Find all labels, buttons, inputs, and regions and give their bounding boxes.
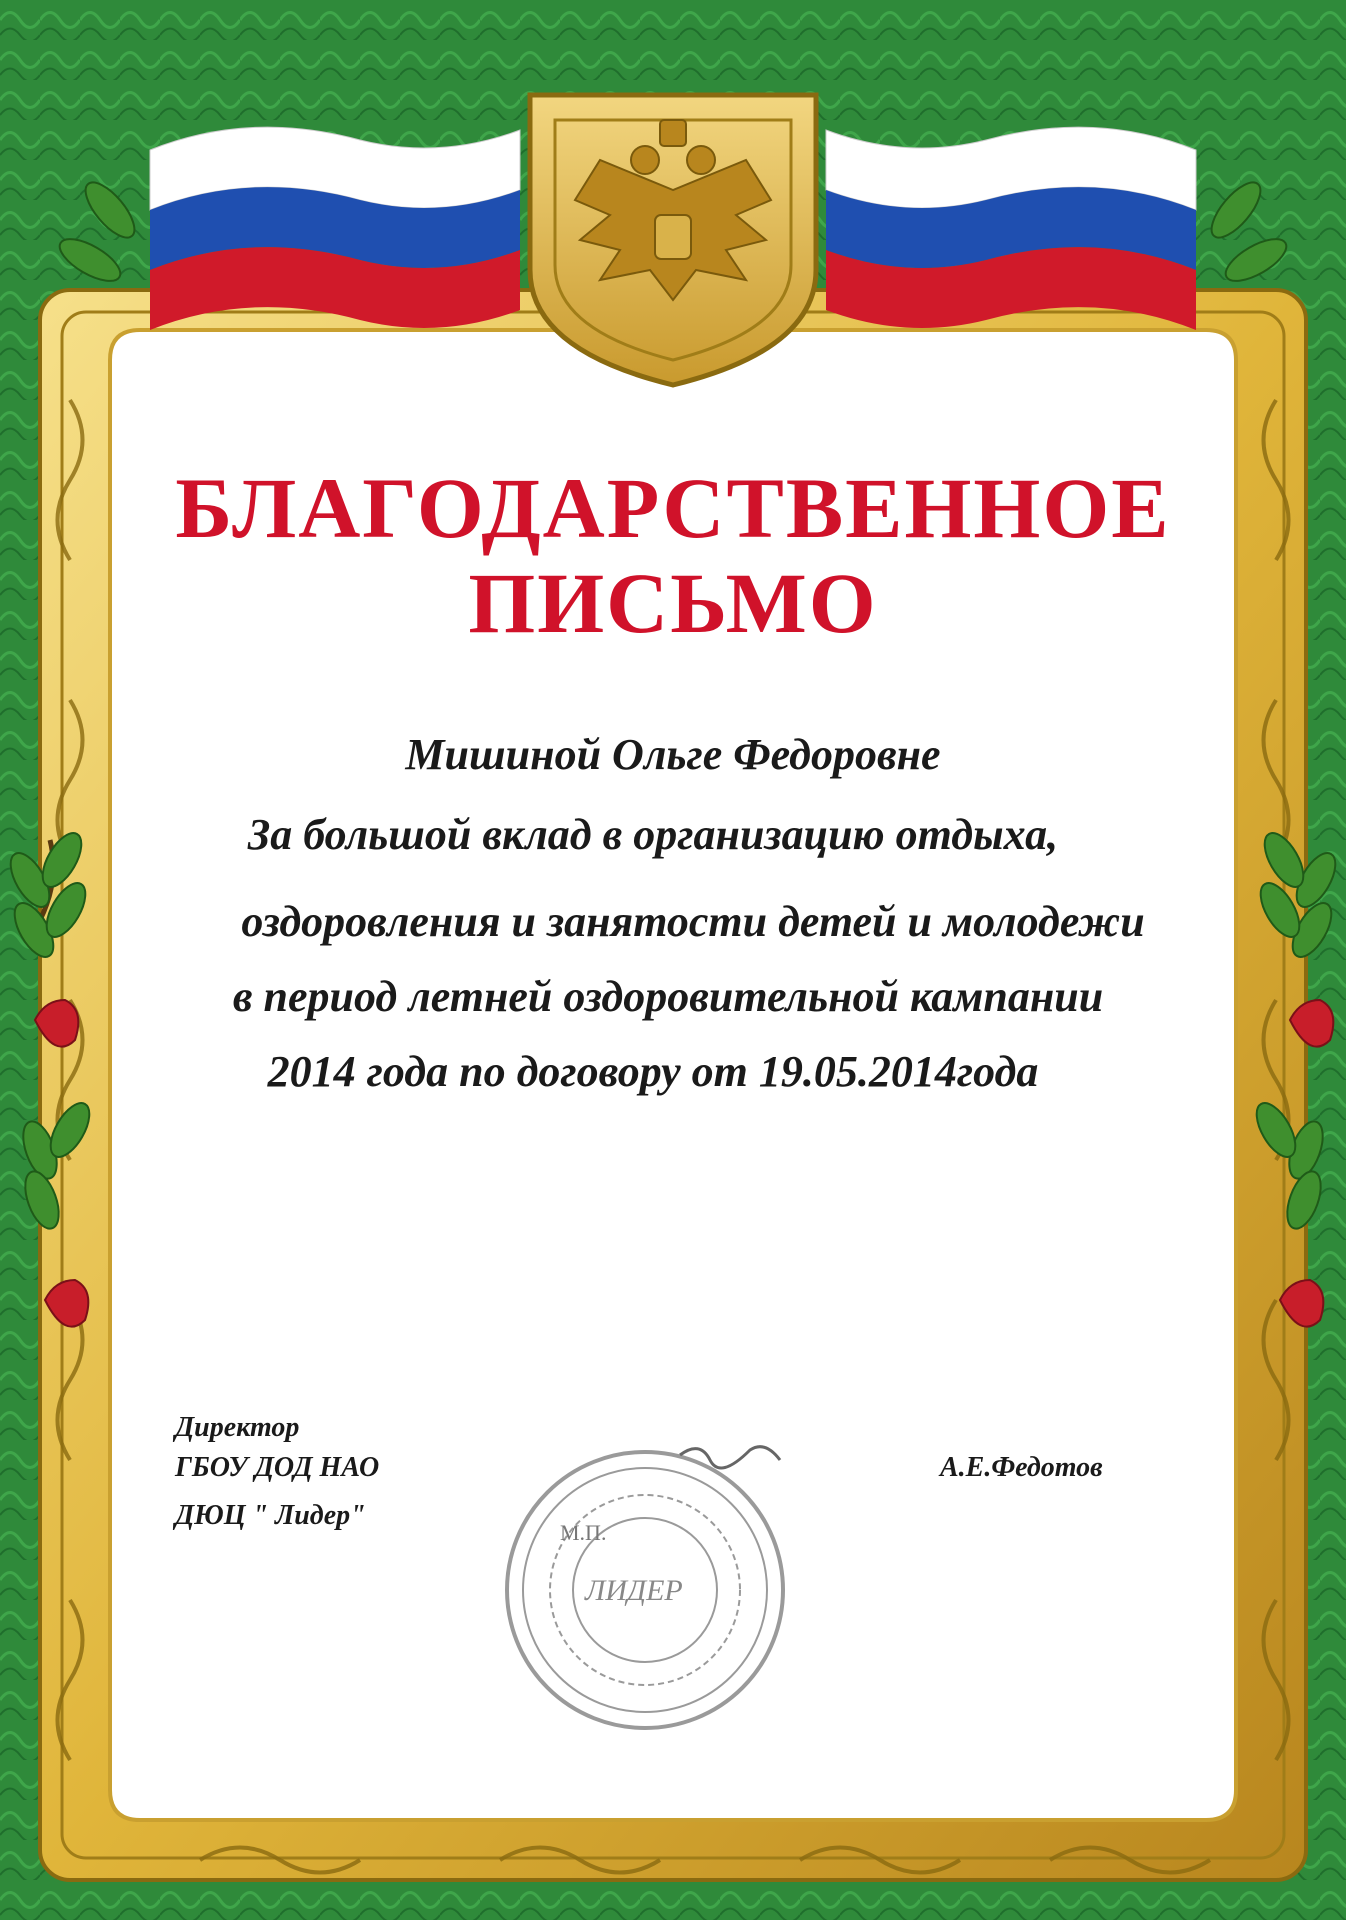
body-line-4: 2014 года по договору от 19.05.2014года xyxy=(267,1047,1039,1096)
body-line-1: За большой вклад в организацию отдыха, xyxy=(247,810,1059,859)
signer-position-line1: Директор xyxy=(175,1412,300,1443)
russian-flag-icon xyxy=(826,127,1196,330)
signer-position-line2: ГБОУ ДОД НАО xyxy=(175,1452,380,1483)
stamp-mark: М.П. xyxy=(560,1520,607,1545)
certificate-title-line1: БЛАГОДАРСТВЕННОЕ xyxy=(175,460,1171,556)
russian-coat-of-arms-icon xyxy=(530,95,816,385)
certificate-title-line2: ПИСЬМО xyxy=(468,555,878,651)
body-line-2: оздоровления и занятости детей и молодежи xyxy=(241,897,1145,946)
signer-position-line3: ДЮЦ " Лидер" xyxy=(175,1500,366,1531)
recipient-name: Мишиной Ольге Федоровне xyxy=(405,730,941,779)
stamp-center-label: ЛИДЕР xyxy=(585,1574,683,1607)
signer-name: А.Е.Федотов xyxy=(940,1452,1103,1483)
body-line-3: в период летней оздоровительной кампании xyxy=(232,972,1104,1021)
russian-flag-icon xyxy=(150,127,520,330)
